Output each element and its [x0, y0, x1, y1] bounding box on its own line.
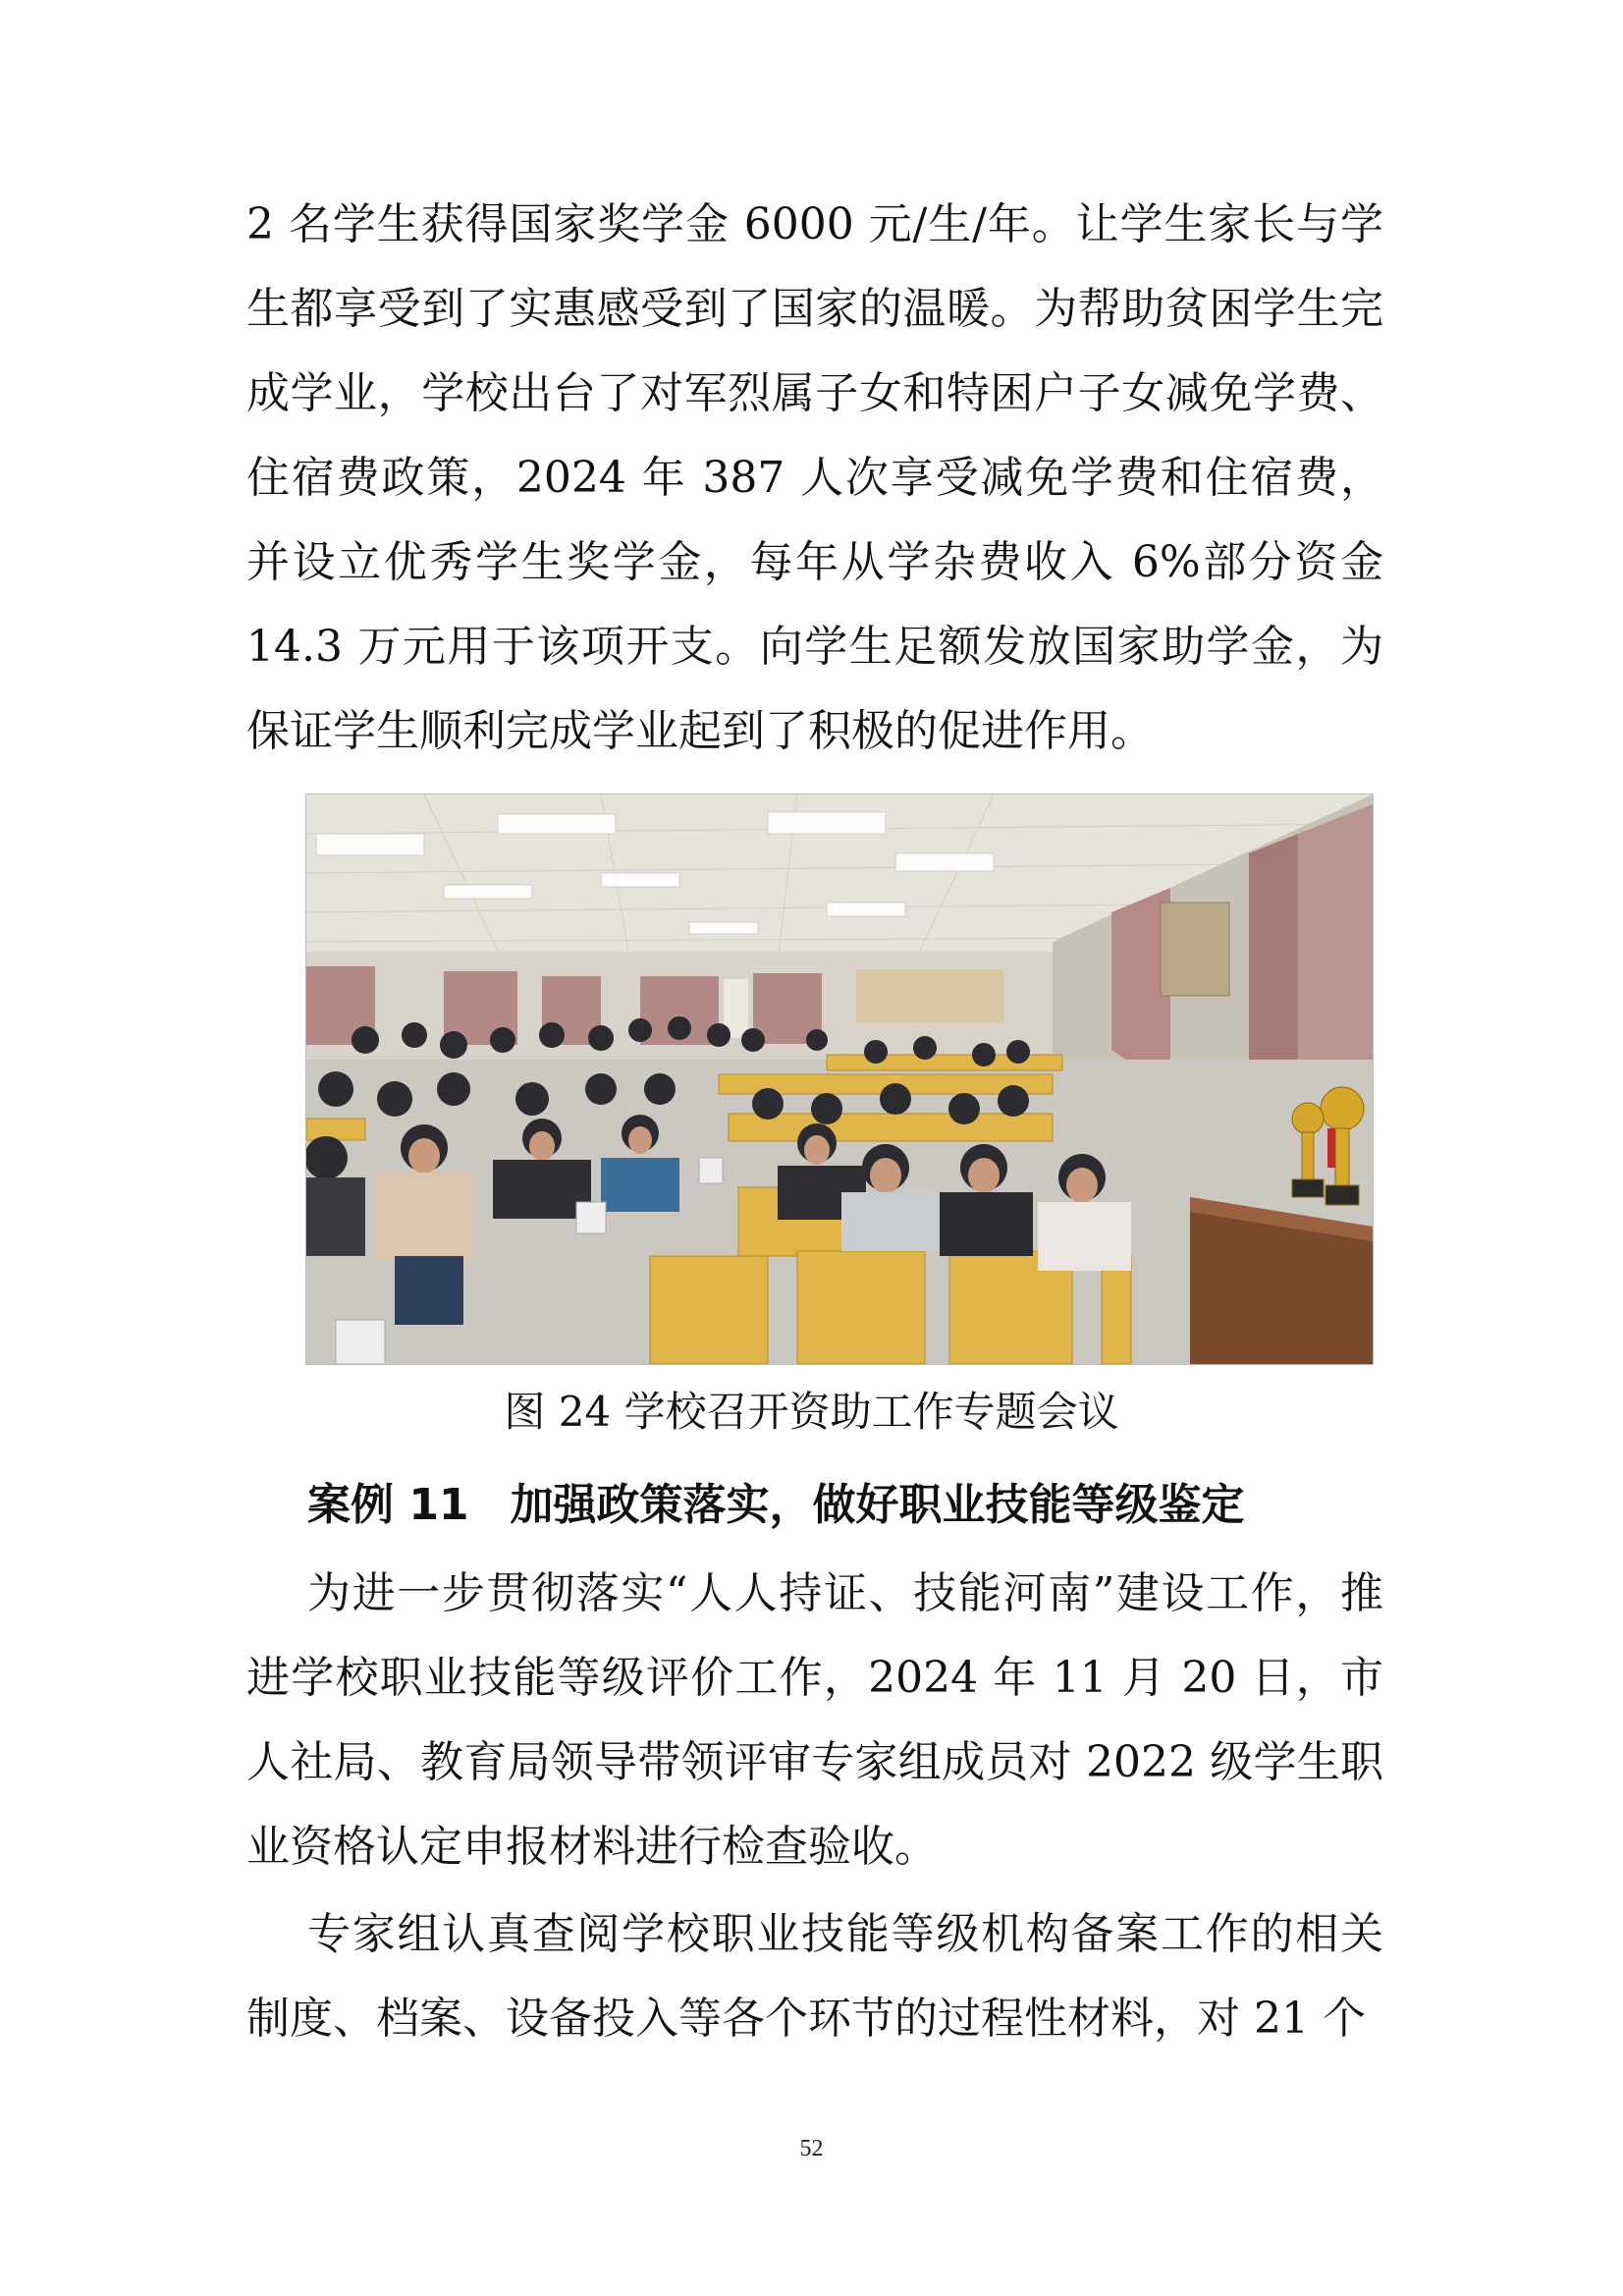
case-number: 案例 11	[307, 1480, 469, 1530]
body-paragraph: 2 名学生获得国家奖学金 6000 元/生/年。让学生家长与学生都享受到了实惠感受到了国家的温暖。为帮助贫困学生完成学业，学校出台了对军烈属子女和特困户子女减免学费、住宿费政策，2024 年 387 人次享受减免学费和住宿费，并设立优秀学生奖学金，每年从学杂费收入 6%部分资金 14.3 万元用于该项开支。向学生足额发放国家助学金，为保证学生顺利完成学业起到了积极的促进作用。	[246, 199, 1383, 756]
body-paragraph: 专家组认真查阅学校职业技能等级机构备案工作的相关制度、档案、设备投入等各个环节的过程性材料，对 21 个	[246, 1909, 1383, 2044]
figure-caption: 图 24 学校召开资助工作专题会议	[504, 1388, 1119, 1436]
body-paragraph: 为进一步贯彻落实“人人持证、技能河南”建设工作，推进学校职业技能等级评价工作，2024 年 11 月 20 日，市人社局、教育局领导带领评审专家组成员对 2022 级学生职业资格认定申报材料进行检查验收。	[246, 1568, 1383, 1872]
case-title: 加强政策落实，做好职业技能等级鉴定	[510, 1480, 1245, 1530]
meeting-photo	[305, 793, 1374, 1365]
page-number: 52	[799, 2136, 824, 2161]
case-heading	[307, 1473, 1245, 1538]
